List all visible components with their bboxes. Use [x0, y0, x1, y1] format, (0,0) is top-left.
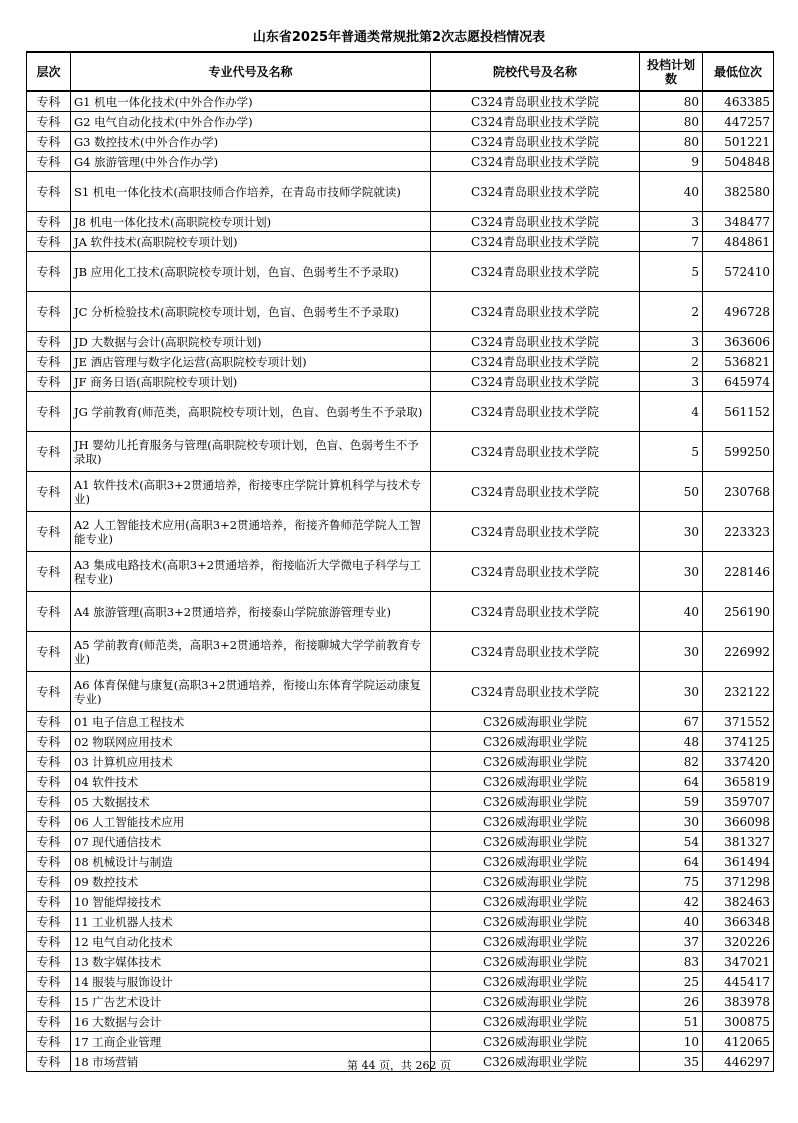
plan-cell: 4: [640, 392, 703, 432]
school-cell: C326威海职业学院: [431, 812, 640, 832]
school-cell: C326威海职业学院: [431, 872, 640, 892]
table-row: [27, 712, 774, 732]
rank-cell: 232122: [703, 672, 774, 712]
plan-cell: 40: [640, 592, 703, 632]
table-row: [27, 512, 774, 552]
table-row: [27, 552, 774, 592]
major-cell: A3 集成电路技术(高职3+2贯通培养，衔接临沂大学微电子科学与工程专业): [71, 552, 431, 592]
rank-cell: 381327: [703, 832, 774, 852]
major-cell: JF 商务日语(高职院校专项计划): [71, 372, 431, 392]
school-cell: C324青岛职业技术学院: [431, 392, 640, 432]
major-cell: JG 学前教育(师范类，高职院校专项计划，色盲、色弱考生不予录取): [71, 392, 431, 432]
school-cell: C326威海职业学院: [431, 792, 640, 812]
major-cell: JH 婴幼儿托育服务与管理(高职院校专项计划，色盲、色弱考生不予录取): [71, 432, 431, 472]
major-cell: A5 学前教育(师范类，高职3+2贯通培养，衔接聊城大学学前教育专业): [71, 632, 431, 672]
table-row: [27, 252, 774, 292]
rank-cell: 371552: [703, 712, 774, 732]
table-row: [27, 632, 774, 672]
table-row: [27, 952, 774, 972]
major-cell: 16 大数据与会计: [71, 1012, 431, 1032]
level-cell: 专科: [27, 352, 71, 372]
level-cell: 专科: [27, 972, 71, 992]
level-cell: 专科: [27, 812, 71, 832]
level-cell: 专科: [27, 1032, 71, 1052]
level-cell: 专科: [27, 91, 71, 112]
school-cell: C326威海职业学院: [431, 752, 640, 772]
major-cell: 14 服装与服饰设计: [71, 972, 431, 992]
table-row: [27, 672, 774, 712]
plan-cell: 3: [640, 212, 703, 232]
rank-cell: 347021: [703, 952, 774, 972]
plan-cell: 5: [640, 252, 703, 292]
major-cell: 10 智能焊接技术: [71, 892, 431, 912]
table-row: [27, 852, 774, 872]
school-cell: C326威海职业学院: [431, 1052, 640, 1072]
table-row: [27, 472, 774, 512]
plan-cell: 2: [640, 292, 703, 332]
rank-cell: 230768: [703, 472, 774, 512]
school-cell: C324青岛职业技术学院: [431, 672, 640, 712]
school-cell: C324青岛职业技术学院: [431, 132, 640, 152]
plan-cell: 7: [640, 232, 703, 252]
level-cell: 专科: [27, 792, 71, 812]
table-row: [27, 792, 774, 812]
table-row: [27, 372, 774, 392]
level-cell: 专科: [27, 772, 71, 792]
school-cell: C324青岛职业技术学院: [431, 152, 640, 172]
plan-cell: 48: [640, 732, 703, 752]
table-row: [27, 112, 774, 132]
rank-cell: 371298: [703, 872, 774, 892]
rank-cell: 365819: [703, 772, 774, 792]
level-cell: 专科: [27, 852, 71, 872]
rank-cell: 374125: [703, 732, 774, 752]
rank-cell: 599250: [703, 432, 774, 472]
page-footer: 第 44 页，共 262 页: [347, 1059, 451, 1072]
major-cell: 01 电子信息工程技术: [71, 712, 431, 732]
major-cell: 15 广告艺术设计: [71, 992, 431, 1012]
rank-cell: 382580: [703, 172, 774, 212]
major-cell: 05 大数据技术: [71, 792, 431, 812]
table-row: [27, 1012, 774, 1032]
plan-cell: 3: [640, 332, 703, 352]
rank-cell: 300875: [703, 1012, 774, 1032]
table-row: [27, 832, 774, 852]
major-cell: JD 大数据与会计(高职院校专项计划): [71, 332, 431, 352]
major-cell: 09 数控技术: [71, 872, 431, 892]
plan-cell: 50: [640, 472, 703, 512]
table-row: [27, 772, 774, 792]
table-row: [27, 872, 774, 892]
table-row: [27, 152, 774, 172]
level-cell: 专科: [27, 632, 71, 672]
level-cell: 专科: [27, 392, 71, 432]
school-cell: C324青岛职业技术学院: [431, 112, 640, 132]
rank-cell: 412065: [703, 1032, 774, 1052]
major-cell: J8 机电一体化技术(高职院校专项计划): [71, 212, 431, 232]
major-cell: 11 工业机器人技术: [71, 912, 431, 932]
level-cell: 专科: [27, 932, 71, 952]
plan-cell: 67: [640, 712, 703, 732]
school-cell: C324青岛职业技术学院: [431, 212, 640, 232]
level-cell: 专科: [27, 292, 71, 332]
school-cell: C324青岛职业技术学院: [431, 432, 640, 472]
plan-cell: 37: [640, 932, 703, 952]
rank-cell: 383978: [703, 992, 774, 1012]
major-cell: JA 软件技术(高职院校专项计划): [71, 232, 431, 252]
table-row: [27, 932, 774, 952]
table-row: [27, 332, 774, 352]
school-cell: C326威海职业学院: [431, 932, 640, 952]
plan-cell: 10: [640, 1032, 703, 1052]
rank-cell: 645974: [703, 372, 774, 392]
rank-cell: 348477: [703, 212, 774, 232]
table-row: [27, 592, 774, 632]
table-row: [27, 91, 774, 112]
rank-cell: 256190: [703, 592, 774, 632]
plan-cell: 35: [640, 1052, 703, 1072]
school-cell: C324青岛职业技术学院: [431, 372, 640, 392]
school-cell: C324青岛职业技术学院: [431, 472, 640, 512]
major-cell: 02 物联网应用技术: [71, 732, 431, 752]
school-cell: C324青岛职业技术学院: [431, 172, 640, 212]
school-cell: C326威海职业学院: [431, 712, 640, 732]
rank-cell: 536821: [703, 352, 774, 372]
plan-cell: 25: [640, 972, 703, 992]
school-cell: C324青岛职业技术学院: [431, 252, 640, 292]
major-cell: G2 电气自动化技术(中外合作办学): [71, 112, 431, 132]
table-row: [27, 292, 774, 332]
major-cell: S1 机电一体化技术(高职技师合作培养，在青岛市技师学院就读): [71, 172, 431, 212]
rank-cell: 561152: [703, 392, 774, 432]
rank-cell: 446297: [703, 1052, 774, 1072]
rank-cell: 447257: [703, 112, 774, 132]
plan-cell: 80: [640, 132, 703, 152]
major-cell: 13 数字媒体技术: [71, 952, 431, 972]
rank-cell: 463385: [703, 91, 774, 112]
rank-cell: 496728: [703, 292, 774, 332]
plan-cell: 30: [640, 512, 703, 552]
rank-cell: 504848: [703, 152, 774, 172]
school-cell: C324青岛职业技术学院: [431, 352, 640, 372]
school-cell: C324青岛职业技术学院: [431, 632, 640, 672]
table-row: [27, 432, 774, 472]
level-cell: 专科: [27, 592, 71, 632]
rank-cell: 382463: [703, 892, 774, 912]
plan-cell: 26: [640, 992, 703, 1012]
rank-cell: 320226: [703, 932, 774, 952]
level-cell: 专科: [27, 512, 71, 552]
level-cell: 专科: [27, 252, 71, 292]
admission-table: [26, 51, 774, 1072]
page-title: 山东省2025年普通类常规批第2次志愿投档情况表: [252, 30, 546, 45]
major-cell: A2 人工智能技术应用(高职3+2贯通培养，衔接齐鲁师范学院人工智能专业): [71, 512, 431, 552]
plan-cell: 75: [640, 872, 703, 892]
level-cell: 专科: [27, 472, 71, 512]
plan-cell: 3: [640, 372, 703, 392]
table-header-row: [27, 52, 774, 91]
rank-cell: 445417: [703, 972, 774, 992]
table-row: [27, 812, 774, 832]
table-row: [27, 752, 774, 772]
rank-cell: 337420: [703, 752, 774, 772]
school-cell: C324青岛职业技术学院: [431, 332, 640, 352]
header-major: 专业代号及名称: [71, 52, 431, 91]
header-plan: 投档计划数: [640, 52, 703, 91]
plan-cell: 2: [640, 352, 703, 372]
school-cell: C324青岛职业技术学院: [431, 292, 640, 332]
rank-cell: 361494: [703, 852, 774, 872]
major-cell: 07 现代通信技术: [71, 832, 431, 852]
table-row: [27, 232, 774, 252]
major-cell: 06 人工智能技术应用: [71, 812, 431, 832]
school-cell: C326威海职业学院: [431, 912, 640, 932]
major-cell: G3 数控技术(中外合作办学): [71, 132, 431, 152]
school-cell: C324青岛职业技术学院: [431, 592, 640, 632]
school-cell: C326威海职业学院: [431, 1012, 640, 1032]
major-cell: 04 软件技术: [71, 772, 431, 792]
plan-cell: 30: [640, 672, 703, 712]
level-cell: 专科: [27, 672, 71, 712]
major-cell: A4 旅游管理(高职3+2贯通培养，衔接泰山学院旅游管理专业): [71, 592, 431, 632]
table-row: [27, 1032, 774, 1052]
level-cell: 专科: [27, 752, 71, 772]
school-cell: C324青岛职业技术学院: [431, 232, 640, 252]
table-row: [27, 972, 774, 992]
level-cell: 专科: [27, 132, 71, 152]
rank-cell: 484861: [703, 232, 774, 252]
rank-cell: 572410: [703, 252, 774, 292]
table-row: [27, 172, 774, 212]
level-cell: 专科: [27, 912, 71, 932]
level-cell: 专科: [27, 1012, 71, 1032]
level-cell: 专科: [27, 432, 71, 472]
plan-cell: 64: [640, 772, 703, 792]
school-cell: C326威海职业学院: [431, 992, 640, 1012]
table-row: [27, 352, 774, 372]
table-row: [27, 732, 774, 752]
rank-cell: 366348: [703, 912, 774, 932]
level-cell: 专科: [27, 152, 71, 172]
rank-cell: 501221: [703, 132, 774, 152]
major-cell: JB 应用化工技术(高职院校专项计划，色盲、色弱考生不予录取): [71, 252, 431, 292]
plan-cell: 64: [640, 852, 703, 872]
school-cell: C326威海职业学院: [431, 892, 640, 912]
plan-cell: 42: [640, 892, 703, 912]
header-level: 层次: [27, 52, 71, 91]
table-row: [27, 992, 774, 1012]
plan-cell: 5: [640, 432, 703, 472]
major-cell: 17 工商企业管理: [71, 1032, 431, 1052]
level-cell: 专科: [27, 1052, 71, 1072]
rank-cell: 359707: [703, 792, 774, 812]
school-cell: C326威海职业学院: [431, 772, 640, 792]
level-cell: 专科: [27, 832, 71, 852]
table-row: [27, 892, 774, 912]
level-cell: 专科: [27, 172, 71, 212]
school-cell: C324青岛职业技术学院: [431, 552, 640, 592]
plan-cell: 30: [640, 632, 703, 672]
major-cell: 18 市场营销: [71, 1052, 431, 1072]
level-cell: 专科: [27, 112, 71, 132]
table-body: [27, 91, 774, 1072]
table-row: [27, 912, 774, 932]
level-cell: 专科: [27, 232, 71, 252]
major-cell: 03 计算机应用技术: [71, 752, 431, 772]
plan-cell: 9: [640, 152, 703, 172]
level-cell: 专科: [27, 732, 71, 752]
plan-cell: 30: [640, 552, 703, 592]
level-cell: 专科: [27, 712, 71, 732]
major-cell: 12 电气自动化技术: [71, 932, 431, 952]
header-rank: 最低位次: [703, 52, 774, 91]
table-row: [27, 392, 774, 432]
major-cell: A1 软件技术(高职3+2贯通培养，衔接枣庄学院计算机科学与技术专业): [71, 472, 431, 512]
school-cell: C326威海职业学院: [431, 972, 640, 992]
plan-cell: 51: [640, 1012, 703, 1032]
major-cell: G1 机电一体化技术(中外合作办学): [71, 91, 431, 112]
header-school: 院校代号及名称: [431, 52, 640, 91]
rank-cell: 223323: [703, 512, 774, 552]
plan-cell: 54: [640, 832, 703, 852]
level-cell: 专科: [27, 372, 71, 392]
school-cell: C326威海职业学院: [431, 1032, 640, 1052]
rank-cell: 228146: [703, 552, 774, 592]
school-cell: C324青岛职业技术学院: [431, 91, 640, 112]
level-cell: 专科: [27, 212, 71, 232]
major-cell: 08 机械设计与制造: [71, 852, 431, 872]
table-row: [27, 212, 774, 232]
plan-cell: 82: [640, 752, 703, 772]
plan-cell: 59: [640, 792, 703, 812]
level-cell: 专科: [27, 872, 71, 892]
school-cell: C326威海职业学院: [431, 952, 640, 972]
rank-cell: 363606: [703, 332, 774, 352]
major-cell: A6 体育保健与康复(高职3+2贯通培养，衔接山东体育学院运动康复专业): [71, 672, 431, 712]
rank-cell: 226992: [703, 632, 774, 672]
school-cell: C326威海职业学院: [431, 832, 640, 852]
rank-cell: 366098: [703, 812, 774, 832]
plan-cell: 83: [640, 952, 703, 972]
school-cell: C324青岛职业技术学院: [431, 512, 640, 552]
plan-cell: 30: [640, 812, 703, 832]
level-cell: 专科: [27, 332, 71, 352]
plan-cell: 80: [640, 91, 703, 112]
plan-cell: 80: [640, 112, 703, 132]
school-cell: C326威海职业学院: [431, 852, 640, 872]
table-row: [27, 132, 774, 152]
major-cell: JE 酒店管理与数字化运营(高职院校专项计划): [71, 352, 431, 372]
level-cell: 专科: [27, 552, 71, 592]
level-cell: 专科: [27, 992, 71, 1012]
plan-cell: 40: [640, 912, 703, 932]
major-cell: G4 旅游管理(中外合作办学): [71, 152, 431, 172]
school-cell: C326威海职业学院: [431, 732, 640, 752]
major-cell: JC 分析检验技术(高职院校专项计划，色盲、色弱考生不予录取): [71, 292, 431, 332]
level-cell: 专科: [27, 892, 71, 912]
level-cell: 专科: [27, 952, 71, 972]
plan-cell: 40: [640, 172, 703, 212]
